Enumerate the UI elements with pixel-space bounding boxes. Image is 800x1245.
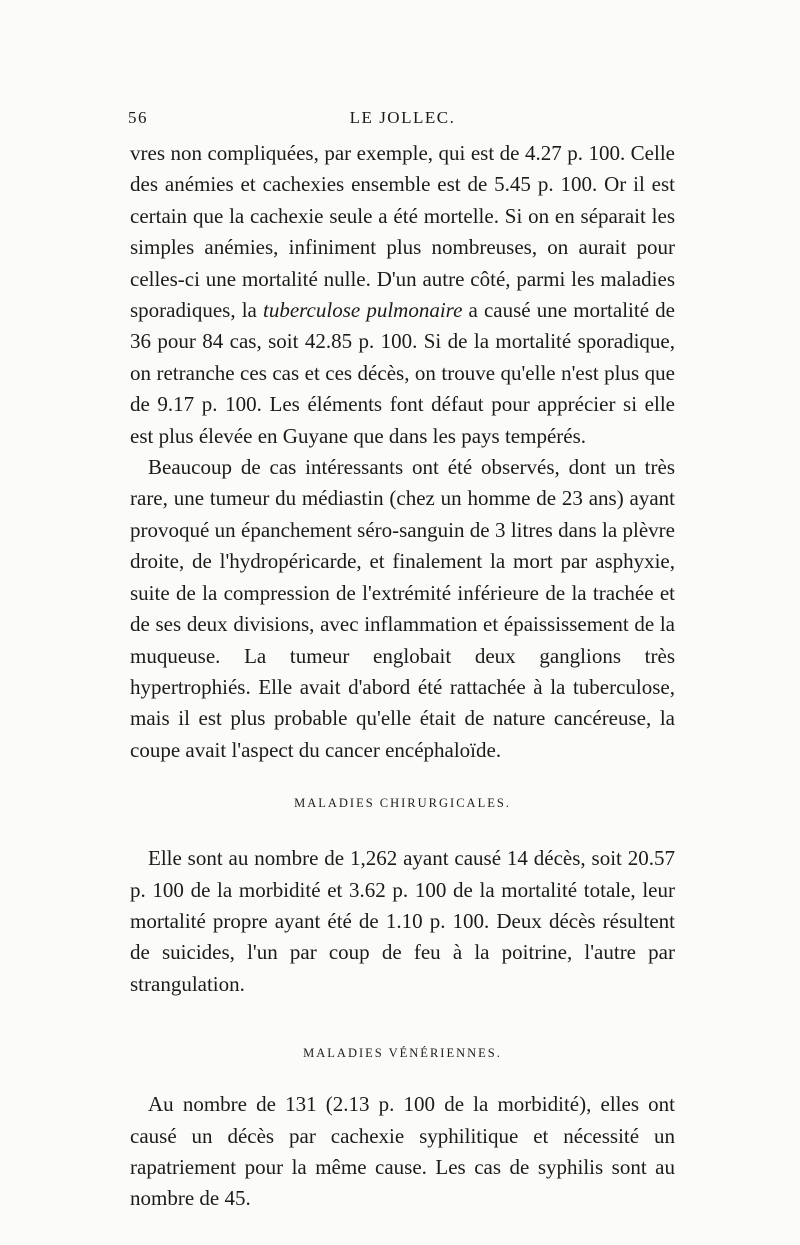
paragraph-mortality-text-1: vres non compliquées, par exemple, qui est de 4.27 p. 100. Celle des anémies et cachexies ensemble est de 5.45 p. 100. Or il est certain que la cachexie seule a été mortelle. Si on en séparait les simples anémies, infiniment plus nombreuses, on aurait pour celles-ci une mortalité nulle. D'un autre côté, parmi les maladies sporadiques, la (130, 141, 675, 323)
running-title: LE JOLLEC. (349, 108, 456, 127)
section-heading-surgical: MALADIES CHIRURGICALES. (294, 796, 511, 811)
paragraph-mortality-text-2: a causé une mortalité de 36 pour 84 cas, soit 42.85 p. 100. Si de la mortalité sporadique, on retranche ces cas et ces décès, on trouve qu'elle n'est plus que de 9.17 p. 100. Les éléments font défaut pour apprécier si elle est plus élevée en Guyane que dans les pays tempérés. (130, 298, 675, 448)
paragraph-tumor-case: Beaucoup de cas intéressants ont été observés, dont un très rare, une tumeur du médiastin (chez un homme de 23 ans) ayant provoqué un épanchement séro-sanguin de 3 litres dans la plèvre droite, de l'hydropéricarde, et finalement la mort par asphyxie, suite de la compression de l'extrémité inférieure de la trachée et de ses deux divisions, avec inflammation et épaississement de la muqueuse. La tumeur englobait deux ganglions très hypertrophiés. Elle avait d'abord été rattachée à la tuberculose, mais il est plus probable qu'elle était de nature cancéreuse, la coupe avait l'aspect du cancer encéphaloïde. (130, 455, 675, 762)
paragraph-venereal: Au nombre de 131 (2.13 p. 100 de la morbidité), elles ont causé un décès par cachexie syphilitique et nécessité un rapatriement pour la même cause. Les cas de syphilis sont au nombre de 45. (130, 1092, 675, 1211)
document-page (130, 108, 675, 1215)
section-heading-venereal: MALADIES VÉNÉRIENNES. (303, 1046, 502, 1061)
page-header (130, 108, 675, 138)
page-number: 56 (128, 108, 148, 127)
paragraph-mortality (130, 138, 675, 452)
emphasis-tuberculose: tuberculose pulmonaire (263, 298, 463, 323)
paragraph-surgical: Elle sont au nombre de 1,262 ayant causé 14 décès, soit 20.57 p. 100 de la morbidité et 3.62 p. 100 de la mortalité totale, leur mortalité propre ayant été de 1.10 p. 100. Deux décès résultent de suicides, l'un par coup de feu à la poitrine, l'autre par strangulation. (130, 846, 675, 996)
